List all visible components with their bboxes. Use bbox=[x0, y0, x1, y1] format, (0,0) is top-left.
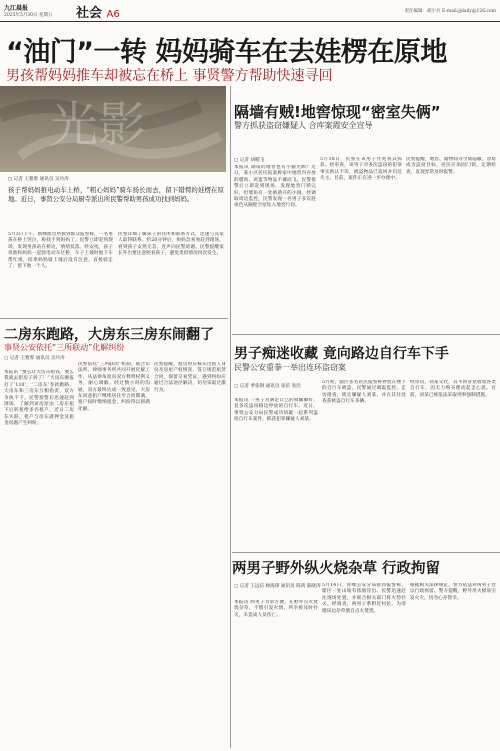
doc-icon: ▢ bbox=[234, 384, 239, 389]
section-rule bbox=[232, 552, 500, 553]
contacts: 责任编辑：胡小兵 E-mail:jjdaily@126.com bbox=[404, 9, 496, 14]
section-title bbox=[76, 2, 120, 21]
story-three-byline-text: 记者 王雅蓉 通讯员 吴丹涛 bbox=[9, 356, 65, 361]
story-two-col1: 本报讯 湖南的地窖也有小偷光顾？近日，某小区居民报案称家中地窖内存放的腊肉、鸡蛋等物品不翼而飞。民警接警后立即赶到现场，发现地窖门锁完好，但墙角有一处被凿开的小洞。经调取周边监控，民警发现一名男子多次趁夜色从隔壁空屋钻入地窖行窃。 bbox=[234, 165, 316, 209]
masthead bbox=[0, 0, 500, 22]
story-three-byline bbox=[4, 355, 65, 361]
story-two-subheadline: 警方抓获盗窃嫌疑人 合库案霞安全宣导 bbox=[234, 121, 373, 130]
story-four-col2: 5月初，辖区多名居民报警称停放在楼下的自行车被盗。民警通过调取监控、走访排查，锁定嫌疑人刘某，并在其住处查获被盗自行车多辆。 bbox=[322, 380, 406, 405]
main-lead bbox=[8, 186, 224, 226]
story-three-subheadline: 事贤公安依托“三所联动”化解纠纷 bbox=[4, 343, 125, 352]
story-five-col3: 根据相关法律规定，警方依法对两男子处以行政拘留。警方提醒，野外用火极易引发火灾，切勿心存侥幸。 bbox=[410, 583, 496, 601]
story-three-col2: 民警依托“三所联动”机制，联合司法所、律师事务所共同开展化解工作，从法律角度向双方释明权利义务，耐心调解。经过数小时的沟通，双方最终达成一致意见，大房东同意租户继续居住至合同期满，租户按时缴纳租金，纠纷得以圆满化解。 bbox=[78, 362, 150, 412]
doc-icon: ▢ bbox=[4, 356, 9, 361]
story-three-col3: 民警提醒，租房时应核实出租人身份及房屋产权情况，签订规范租赁合同，保留交易凭证，遇到纠纷应通过合法途径解决，切勿采取过激行为。 bbox=[154, 362, 226, 393]
story-five-col1: 本报讯 两男子为求方便，在野外点火焚烧杂草，不慎引发火情，所幸被及时扑灭，未造成人员伤亡。 bbox=[234, 600, 318, 618]
story-two-byline bbox=[234, 157, 264, 163]
doc-icon: ▢ bbox=[8, 177, 13, 182]
story-four-col3: 经审讯，刘某交代，其平时喜欢收集各类自行车，因无力购买便动起歪心思。目前，刘某已被依法采取刑事强制措施。 bbox=[410, 380, 496, 398]
story-five-col2: 5月14日，青峰公安分局接到报警称，辖区一处山坡有浓烟冒出。民警迅速赶往现场处置，并联合相关部门将火势扑灭。经调查，两男子系附近村民，为清理田边杂草擅自点火焚烧。 bbox=[322, 583, 406, 614]
story-five-headline: 两男子野外纵火烧杂草 行政拘留 bbox=[232, 561, 441, 577]
section-rule bbox=[0, 318, 228, 319]
photo-art-text: 光影 bbox=[50, 97, 147, 153]
story-five-byline-text: 记者 王远信 顾海锋 通讯员 陈鸿 陈晓涛 bbox=[239, 584, 321, 589]
story-four-col1: 本报讯 一男子为满足自己的收藏癖好，竟多次盗窃路边停放的自行车。近日，事贤公安分局民警成功侦破一起系列盗窃自行车案件，抓获犯罪嫌疑人刘某。 bbox=[234, 398, 318, 423]
main-lead-text: 孩子帮妈妈推电动车上桥，“粗心妈妈”骑车扬长而去，留下错愕的娃楞在原地。近日，事贤公安分局厨寺派出所民警帮助男孩成功找到妈妈。 bbox=[8, 186, 224, 203]
doc-icon: ▢ bbox=[234, 584, 239, 589]
paper-name: 九江晨报 bbox=[4, 5, 29, 12]
story-two-headline: 隔墙有贼!地窖惊现“密室失俩” bbox=[234, 103, 441, 121]
main-subheadline: 男孩帮妈妈推车却被忘在桥上 事贤警方帮助快速寻回 bbox=[6, 68, 333, 84]
story-four-byline-text: 记者 季张钢 通讯员 张倍 张浩 bbox=[239, 384, 301, 389]
story-five-byline bbox=[234, 583, 321, 589]
story-two-byline-text: 记者 胡帽飞 bbox=[239, 158, 265, 163]
main-body-col2: 民警详细了解孩子的住所和联系方式，迅速与其家人取得联系。约20分钟后，妈妈急匆匆赶到现场，看到孩子安然无恙，连声向民警道谢。民警提醒家长外出要注意照看孩子，避免类似情况再次发生。 bbox=[118, 232, 224, 257]
doc-icon: ▢ bbox=[234, 158, 239, 163]
story-two-col3: 民警提醒，地窖、储物间等空间隐蔽，容易成为盗窃目标，居民应加固门锁，定期检查，发现异常及时报警。 bbox=[406, 157, 496, 175]
main-byline bbox=[8, 176, 69, 182]
column-rule bbox=[230, 86, 231, 336]
column-rule bbox=[230, 336, 231, 748]
news-photo bbox=[0, 86, 226, 172]
main-body-col1: 5月3日下午，新峰派出所接到群众报警称，一名男孩在桥上哭泣，称找不到妈妈了。民警立即赶到现场，发现男孩站在桥边，情绪低落。经安抚，孩子说他和妈妈一起骑电动车过桥，车子上坡时他下车帮忙推，结果妈妈骑上坡后没有注意，直接骑走了，留下他一个人。 bbox=[8, 232, 113, 270]
story-four-headline: 男子痴迷收藏 竟向路边自行车下手 bbox=[234, 346, 449, 362]
story-three-col1: 本报讯 “要么让大房东赔钱，要么我就去把房子拆了！”大房东刚报打了‘110’，‘二房东’卷款跑路，大房东和三房东互相指责，双方争执不下。民警接警后迅速赶到现场，了解到该房屋由二房东租下后转租给多名租户，近日二房东失联，租户与房东就押金及租金问题产生纠纷。 bbox=[4, 370, 74, 427]
story-three-headline: 二房东跑路，大房东三房东闹翻了 bbox=[4, 327, 214, 343]
section-rule bbox=[232, 334, 500, 335]
page-number: A6 bbox=[106, 9, 120, 20]
main-byline-text: 记者 王雅蓉 通讯员 吴丹涛 bbox=[13, 177, 69, 182]
section-name: 社会 bbox=[76, 6, 103, 21]
story-four-subheadline: 民警公安重拳一举出连环盗窃案 bbox=[234, 363, 346, 372]
main-headline: “油门”一转 妈妈骑车在去娃楞在原地 bbox=[6, 37, 447, 68]
story-two-col2: 5月18日，民警在该男子住处将其抓获。经审查，该男子对多次盗窃的犯罪事实供认不讳，被盗物品已追回并归还失主。目前，案件正在进一步办理中。 bbox=[320, 157, 402, 182]
story-four-byline bbox=[234, 383, 301, 389]
issue-date: 2025年5月30日 星期五 bbox=[4, 13, 53, 18]
